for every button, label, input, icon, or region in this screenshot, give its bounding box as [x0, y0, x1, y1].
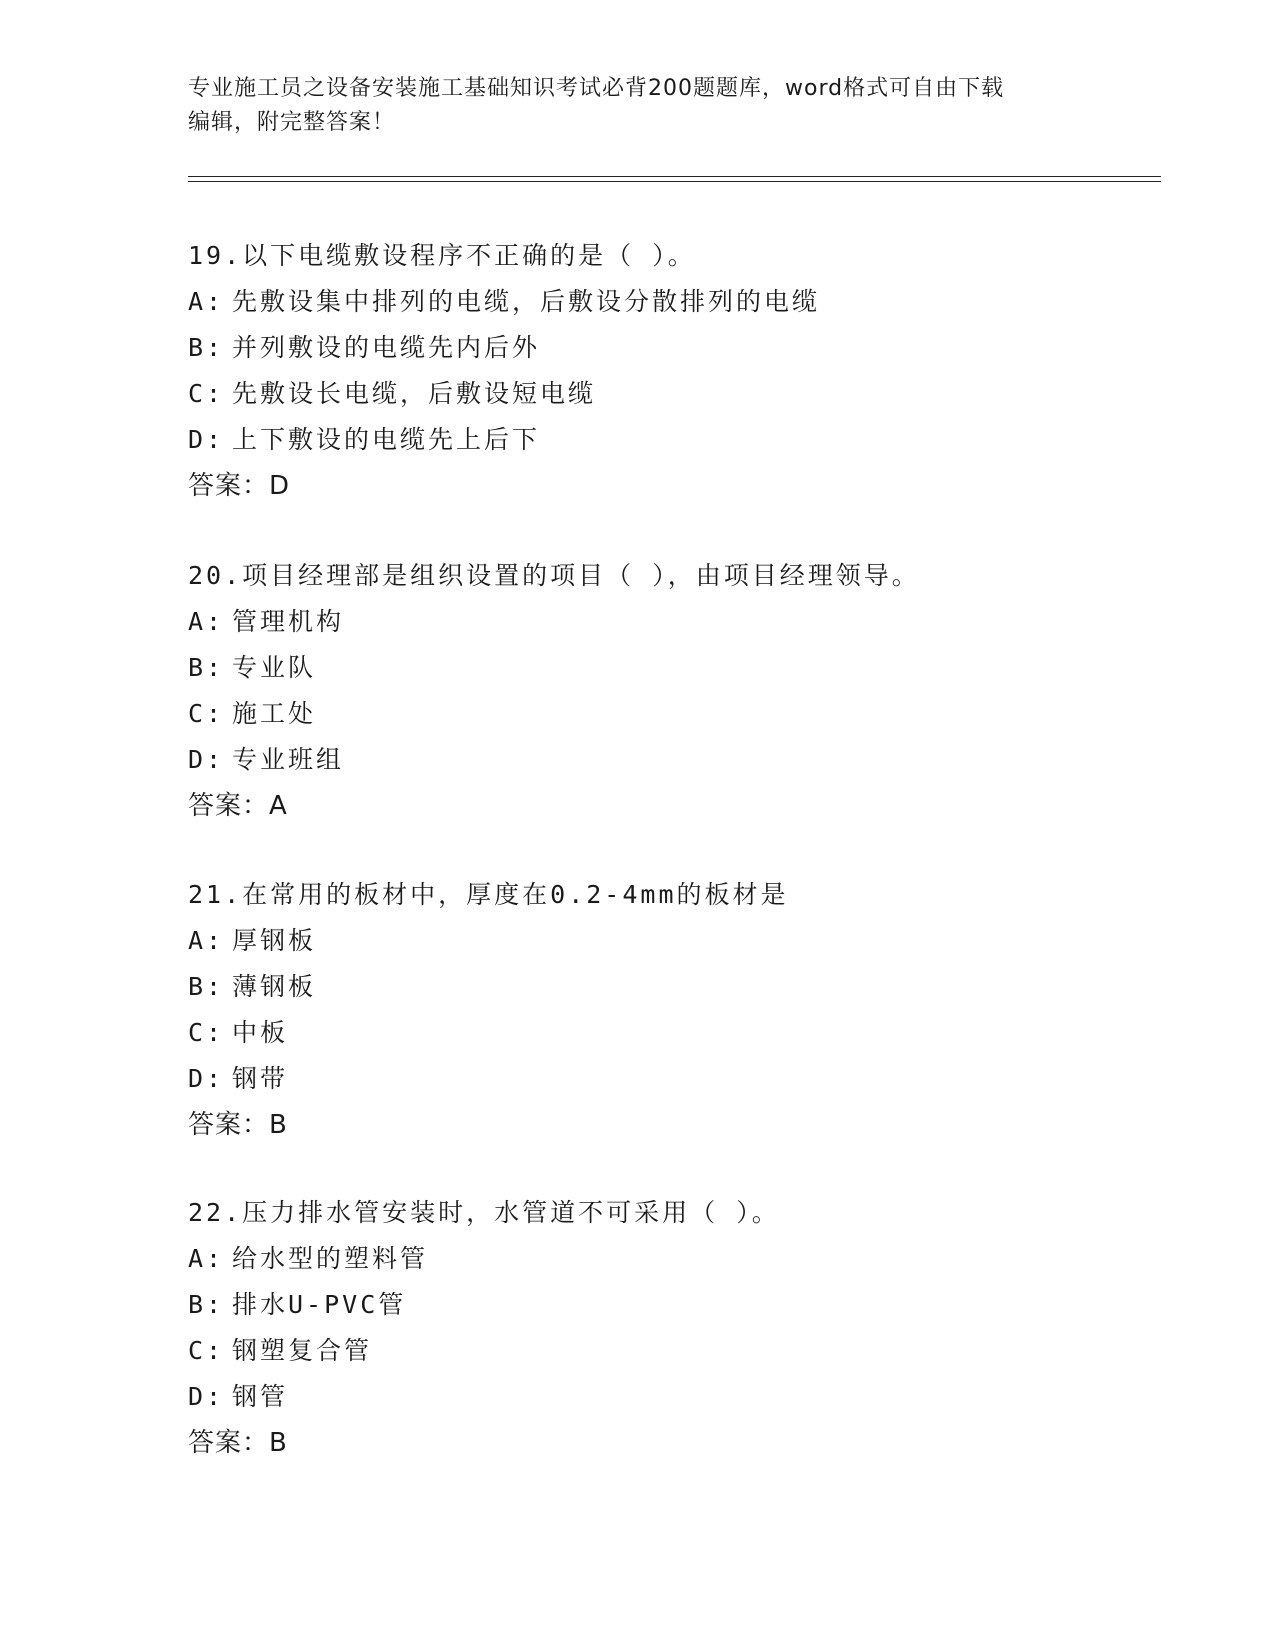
option-c [188, 1010, 1148, 1056]
header-divider-bottom [188, 181, 1161, 182]
option-key: B: [188, 333, 225, 362]
option-a [188, 1236, 1148, 1282]
option-d [188, 1374, 1148, 1420]
option-c [188, 691, 1148, 737]
option-text: 给水型的塑料管 [232, 1244, 429, 1273]
question-stem: 22.压力排水管安装时，水管道不可采用（ ）。 [188, 1198, 780, 1227]
option-text: 专业班组 [232, 745, 345, 774]
header-divider-top [188, 176, 1161, 177]
option-a [188, 918, 1148, 964]
option-key: B: [188, 653, 225, 682]
question-stem: 21.在常用的板材中，厚度在0.2-4mm的板材是 [188, 880, 789, 909]
option-text: 厚钢板 [232, 926, 317, 955]
option-text: 先敷设集中排列的电缆，后敷设分散排列的电缆 [232, 287, 821, 316]
option-text: 管理机构 [232, 607, 345, 636]
header-line-2: 编辑，附完整答案！ [188, 110, 396, 135]
option-b [188, 645, 1148, 691]
option-text: 钢塑复合管 [232, 1336, 373, 1365]
option-key: D: [188, 425, 225, 454]
option-key: B: [188, 972, 225, 1001]
option-text: 并列敷设的电缆先内后外 [232, 333, 541, 362]
answer-line: 答案：B [188, 1110, 288, 1140]
option-text: 排水U-PVC管 [232, 1290, 407, 1319]
question-20 [188, 553, 1148, 829]
answer-line: 答案：D [188, 471, 291, 501]
option-d [188, 1056, 1148, 1102]
option-key: D: [188, 1064, 225, 1093]
option-key: C: [188, 1336, 225, 1365]
answer-line: 答案：B [188, 1428, 288, 1458]
question-21 [188, 872, 1148, 1148]
option-key: D: [188, 1382, 225, 1411]
option-a [188, 279, 1148, 325]
document-header [188, 72, 1088, 140]
option-key: C: [188, 1018, 225, 1047]
answer-line: 答案：A [188, 791, 288, 821]
option-b [188, 1282, 1148, 1328]
option-text: 薄钢板 [232, 972, 317, 1001]
option-d [188, 417, 1148, 463]
option-d [188, 737, 1148, 783]
option-text: 中板 [232, 1018, 289, 1047]
option-key: C: [188, 379, 225, 408]
option-b [188, 964, 1148, 1010]
option-b [188, 325, 1148, 371]
option-key: C: [188, 699, 225, 728]
option-text: 先敷设长电缆，后敷设短电缆 [232, 379, 597, 408]
question-22 [188, 1190, 1148, 1466]
question-stem: 19.以下电缆敷设程序不正确的是（ ）。 [188, 241, 696, 270]
option-key: A: [188, 926, 225, 955]
header-line-1: 专业施工员之设备安装施工基础知识考试必背200题题库，word格式可自由下载 [188, 76, 1005, 101]
option-key: A: [188, 287, 225, 316]
option-text: 钢管 [232, 1382, 289, 1411]
question-19 [188, 233, 1148, 509]
option-key: A: [188, 607, 225, 636]
option-text: 钢带 [232, 1064, 289, 1093]
option-text: 上下敷设的电缆先上后下 [232, 425, 541, 454]
option-key: B: [188, 1290, 225, 1319]
option-key: A: [188, 1244, 225, 1273]
option-a [188, 599, 1148, 645]
option-c [188, 1328, 1148, 1374]
option-c [188, 371, 1148, 417]
option-text: 专业队 [232, 653, 317, 682]
option-key: D: [188, 745, 225, 774]
question-stem: 20.项目经理部是组织设置的项目（ ），由项目经理领导。 [188, 561, 920, 590]
option-text: 施工处 [232, 699, 317, 728]
